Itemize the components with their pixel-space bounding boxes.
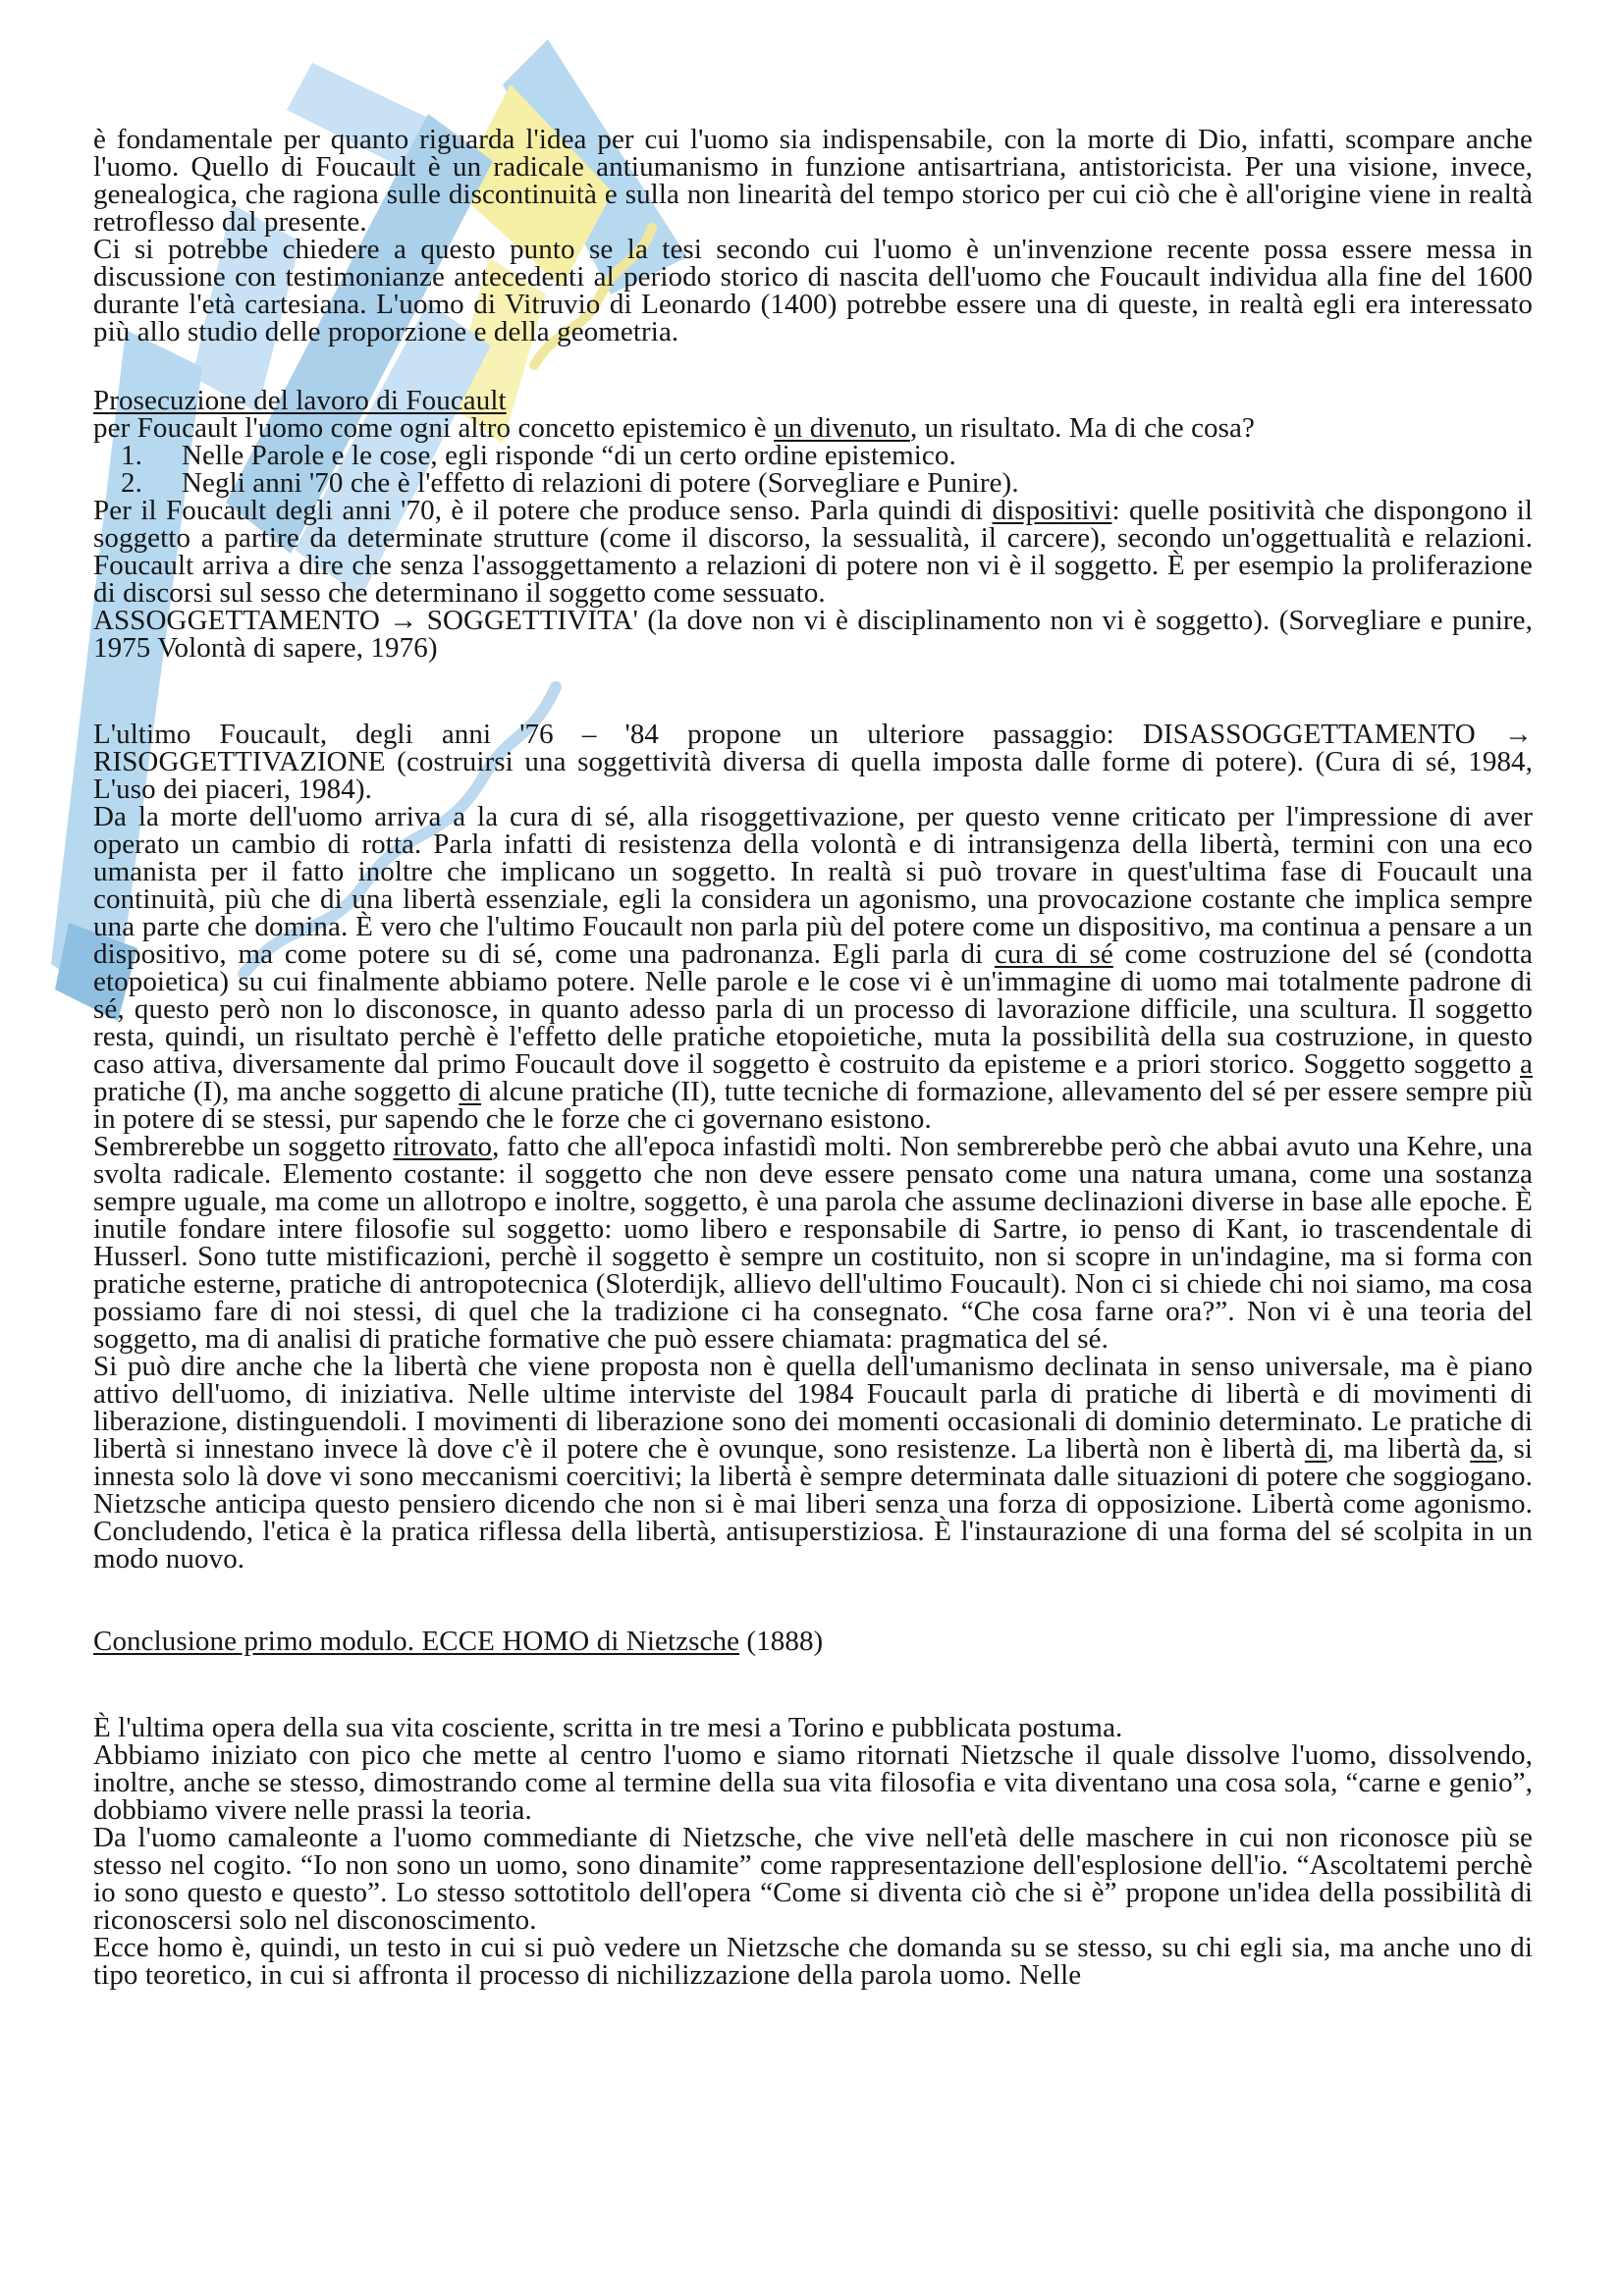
text-run: Negli anni '70 che è l'effetto di relazioni di potere (Sorvegliare e Punire). <box>182 467 1019 499</box>
text-run: Si può dire anche che la libertà che viene proposta non è quella dell'umanismo declinata in senso universale, ma è piano attivo dell'uomo, di iniziativa. Nelle ultime interviste del 1984 Foucault parla di pratiche di libertà e di movimenti di liberazione, distinguendoli. I movimenti di liberazione sono dei momenti occasionali di dominio determinato. Le pratiche di libertà si innestano invece là dove c'è il potere che è ovunque, sono resistenze. La libertà non è libertà <box>93 1351 1533 1465</box>
text-run: Abbiamo iniziato con pico che mette al centro l'uomo e siamo ritornati Nietzsche il quale dissolve l'uomo, dissolvendo, inoltre, anche se stesso, dimostrando come al termine della sua vita filosofia e vita diventano una cosa sola, “carne e genio”, dobbiamo vivere nelle prassi la teoria. <box>93 1739 1533 1826</box>
paragraph <box>93 803 1533 1133</box>
text-run: è fondamentale per quanto riguarda l'idea per cui l'uomo sia indispensabile, con la morte di Dio, infatti, scompare anche l'uomo. Quello di Foucault è un radicale antiumanismo in funzione antisartriana, antistoricista. Per una visione, invece, genealogica, che ragiona sulle discontinuità e sulla non linearità del tempo storico per cui ciò che è all'origine viene in realtà retroflesso dal presente. <box>93 124 1533 238</box>
text-run: Da la morte dell'uomo arriva a la cura di sé, alla risoggettivazione, per questo venne criticato per l'impressione di aver operato un cambio di rotta. Parla infatti di resistenza della volontà e di intransigenza della libertà, termini con una eco umanista per il fatto inoltre che implicano un soggetto. In realtà si può trovare in quest'ultima fase di Foucault una continuità, più che di una libertà essenziale, egli la considera un agonismo, una provocazione costante che implica sempre una parte che domina. È vero che l'ultimo Foucault non parla più del potere come un dispositivo, ma continua a pensare a un dispositivo, ma come potere su di sé, come una padronanza. Egli parla di <box>93 801 1533 970</box>
text-run: (1888) <box>739 1626 824 1657</box>
text-run: ASSOGGETTAMENTO → SOGGETTIVITA' (la dove non vi è disciplinamento non vi è soggetto). (Sorvegliare e punire, 1975 Volontà di sapere, 1976) <box>93 605 1533 664</box>
paragraph <box>93 126 1533 236</box>
paragraph <box>93 1353 1533 1573</box>
text-run: , si innesta solo là dove vi sono meccanismi coercitivi; la libertà è sempre determinata dalle situazioni di potere che soggiogano. Nietzsche anticipa questo pensiero dicendo che non si è mai liberi senza una forza di opposizione. Libertà come agonismo. Concludendo, l'etica è la pratica riflessa della libertà, antisuperstiziosa. È l'instaurazione di una forma del sé scolpita in un modo nuovo. <box>93 1433 1533 1575</box>
document-body <box>93 126 1533 1989</box>
text-run: Per il Foucault degli anni '70, è il potere che produce senso. Parla quindi di <box>93 495 993 526</box>
text-run: Ci si potrebbe chiedere a questo punto se la tesi secondo cui l'uomo è un'invenzione recente possa essere messa in discussione con testimonianze antecedenti al periodo storico di nascita dell'uomo che Foucault individua alla fine del 1600 durante l'età cartesiana. L'uomo di Vitruvio di Leonardo (1400) potrebbe essere una di queste, in realtà egli era interessato più allo studio delle proporzione e della geometria. <box>93 234 1533 347</box>
text-run: per Foucault l'uomo come ogni altro concetto epistemico è <box>93 412 775 444</box>
underlined-text: a <box>1520 1048 1533 1080</box>
heading <box>93 1628 1533 1655</box>
text-run: alcune pratiche (II), tutte tecniche di formazione, allevamento del sé per essere sempre più in potere di se stessi, pur sapendo che le forze che ci governano esistono. <box>93 1076 1533 1135</box>
text-run: , ma libertà <box>1326 1433 1471 1465</box>
paragraph <box>93 414 1533 442</box>
paragraph-spacer <box>93 1655 1533 1714</box>
text-run: Sembrerebbe un soggetto <box>93 1131 394 1162</box>
underlined-text: di <box>459 1076 482 1107</box>
text-run: L'ultimo Foucault, degli anni '76 – '84 propone un ulteriore passaggio: DISASSOGGETTAMENTO → RISOGGETTIVAZIONE (costruirsi una soggettività diversa di quella imposta dalle forme di potere). (Cura di sé, 1984, L'uso dei piaceri, 1984). <box>93 719 1533 805</box>
underlined-text: di <box>1304 1433 1327 1465</box>
paragraph <box>93 1133 1533 1353</box>
text-run: , fatto che all'epoca infastidì molti. Non sembrerebbe però che abbai avuto una Kehre, una svolta radicale. Elemento costante: il soggetto che non deve essere pensato come una natura umana, come una sostanza sempre uguale, ma come un allotropo e inoltre, soggetto, è una parola che assume declinazioni diverse in base alle epoche. È inutile fondare intere filosofie sul soggetto: uomo libero e responsabile di Sartre, io penso di Kant, io trascendentale di Husserl. Sono tutte mistificazioni, perchè il soggetto è sempre un costituito, non si scopre in un'indagine, ma si forma con pratiche esterne, pratiche di antropotecnica (Sloterdijk, allievo dell'ultimo Foucault). Non ci si chiede chi noi siamo, ma cosa possiamo fare di noi stessi, di quel che la tradizione ci ha consegnato. “Che cosa farne ora?”. Non vi è una teoria del soggetto, ma di analisi di pratiche formative che può essere chiamata: pragmatica del sé. <box>93 1131 1533 1355</box>
text-run: Da l'uomo camaleonte a l'uomo commediante di Nietzsche, che vive nell'età delle maschere in cui non riconosce più se stesso nel cogito. “Io non sono un uomo, sono dinamite” come rappresentazione dell'esplosione dell'io. “Ascoltatemi perchè io sono questo e questo”. Lo stesso sottotitolo dell'opera “Come si diventa ciò che si è” propone un'idea della possibilità di riconoscersi solo nel disconoscimento. <box>93 1822 1533 1936</box>
text-run: Ecce homo è, quindi, un testo in cui si può vedere un Nietzsche che domanda su se stesso, su chi egli sia, ma anche uno di tipo teoretico, in cui si affronta il processo di nichilizzazione della parola uomo. Nelle <box>93 1932 1533 1991</box>
text-run: come costruzione del sé (condotta etopoietica) su cui finalmente abbiamo potere. Nelle parole e le cose vi è un'immagine di uomo mai totalmente padrone di sé, questo però non lo disconosce, in quanto adesso parla di un processo di lavorazione difficile, una scultura. Il soggetto resta, quindi, un risultato perchè è l'effetto delle pratiche etopoietiche, muta la possibilità della sua costruzione, in questo caso attiva, diversamente dal primo Foucault dove il soggetto è costruito da episteme e a priori storico. Soggetto soggetto <box>93 938 1533 1080</box>
paragraph-spacer <box>93 1573 1533 1628</box>
text-run: , un risultato. Ma di che cosa? <box>909 412 1255 444</box>
list-item-number: 1. <box>121 440 142 471</box>
paragraph-spacer <box>93 662 1533 721</box>
underlined-text: da <box>1470 1433 1497 1465</box>
paragraph <box>93 236 1533 346</box>
text-run: : quelle positività che dispongono il soggetto a partire da determinate strutture (come il discorso, la sessualità, il carcere), secondo un'oggettualità e relazioni. Foucault arriva a dire che senza l'assoggettamento a relazioni di potere non vi è il soggetto. È per esempio la proliferazione di discorsi sul sesso che determinano il soggetto come sessuato. <box>93 495 1533 609</box>
text-run: Nelle Parole e le cose, egli risponde “di un certo ordine epistemico. <box>182 440 956 471</box>
underlined-text: un divenuto <box>774 412 910 444</box>
underlined-text: ritrovato <box>393 1131 493 1162</box>
paragraph <box>93 1714 1533 1741</box>
paragraph-spacer <box>93 346 1533 387</box>
underlined-text: cura di sé <box>994 938 1113 970</box>
paragraph <box>93 1934 1533 1989</box>
paragraph <box>93 721 1533 803</box>
text-run: pratiche (I), ma anche soggetto <box>93 1076 460 1107</box>
heading <box>93 387 1533 414</box>
paragraph <box>93 1741 1533 1824</box>
paragraph <box>93 1824 1533 1934</box>
underlined-text: Prosecuzione del lavoro di Foucault <box>93 385 507 416</box>
list-item <box>93 469 1533 497</box>
list-item <box>93 442 1533 469</box>
text-run: È l'ultima opera della sua vita cosciente, scritta in tre mesi a Torino e pubblicata postuma. <box>93 1712 1123 1743</box>
list-item-number: 2. <box>121 467 142 499</box>
underlined-text: Conclusione primo modulo. ECCE HOMO di Nietzsche <box>93 1626 740 1657</box>
paragraph <box>93 607 1533 662</box>
underlined-text: dispositivi <box>992 495 1112 526</box>
paragraph <box>93 497 1533 607</box>
